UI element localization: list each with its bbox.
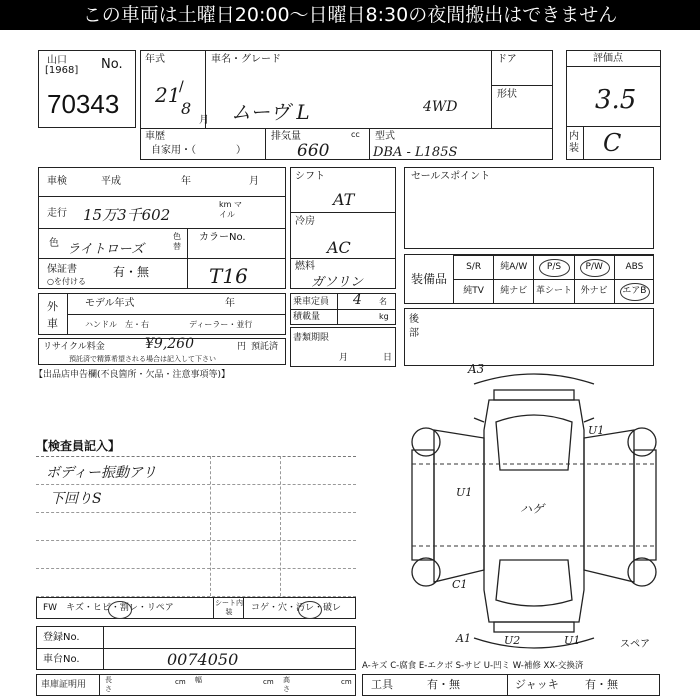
equipment-item: 純TV <box>453 279 493 303</box>
tools-label: 工具 <box>371 678 393 691</box>
sales-point-label: セールスポイント <box>411 171 491 182</box>
inspection-box <box>38 167 286 289</box>
color-alt: 色替 <box>173 232 181 251</box>
cert-cm-2: cm <box>263 678 274 686</box>
foreign-handle: ハンドル 左・右 <box>85 320 149 329</box>
colorno-value: T16 <box>209 264 248 288</box>
score-value: 3.5 <box>595 85 637 115</box>
foreign-dealer: ディーラー・並行 <box>189 320 253 329</box>
chassis-value: 0074050 <box>167 650 239 669</box>
capacity-unit: 名 <box>379 297 387 306</box>
score-label: 評価点 <box>593 53 623 64</box>
recycle-status: 預託済 <box>251 342 279 352</box>
cert-label: 車庫証明用 <box>41 680 87 690</box>
mark-u1-left: U1 <box>456 486 473 499</box>
cooling-label: 冷房 <box>295 216 315 227</box>
history-label: 車歴 <box>145 131 165 142</box>
fuel-value: ガソリン <box>311 275 364 290</box>
document-deadline-box <box>290 327 396 367</box>
equipment-item: ABS <box>614 255 654 279</box>
cert-height: 高さ <box>283 676 290 693</box>
capacity-value: 4 <box>353 292 362 308</box>
model-drive: 4WD <box>423 99 458 115</box>
colorno-label: カラーNo. <box>199 232 246 243</box>
warranty-sub: ○を付ける <box>47 277 86 286</box>
capacity-label: 乗車定員 <box>293 297 330 307</box>
mileage-label: 走行 <box>47 208 67 219</box>
interior-label: 内装 <box>569 131 579 154</box>
warranty-value: 有・無 <box>113 265 150 279</box>
recycle-value: ¥9,260 <box>145 336 194 352</box>
spare-label: スペア <box>620 639 650 650</box>
inspection-era: 平成 <box>101 176 121 187</box>
equipment-item: 純ナビ <box>493 279 533 303</box>
jack-value: 有・無 <box>585 678 618 691</box>
year-label: 年式 <box>145 54 165 65</box>
foreign-year-unit: 年 <box>225 298 235 309</box>
color-label: 色 <box>49 238 59 249</box>
warranty-label: 保証書 <box>47 264 77 275</box>
registration-box <box>36 626 356 670</box>
inspector-label: 【検査員記入】 <box>36 439 121 453</box>
remarks-label: 後部 <box>409 314 419 339</box>
fuel-label: 燃料 <box>295 261 315 272</box>
inspector-note-2: 下回りS <box>50 491 102 507</box>
score-box <box>566 50 661 160</box>
lot-no-label: No. <box>101 57 123 72</box>
door-label: ドア <box>497 54 517 65</box>
registration-label: 登録No. <box>43 632 80 643</box>
lot-pref: 山口 <box>47 55 67 66</box>
history-options: 自家用・（ ） <box>151 145 246 156</box>
year-month: 8 <box>181 99 192 118</box>
lot-number: 70343 <box>47 89 120 119</box>
cert-cm-1: cm <box>175 678 186 686</box>
mark-hage: ハゲ <box>520 502 545 516</box>
mark-u1-right: U1 <box>588 424 605 437</box>
inspection-month: 月 <box>249 176 259 187</box>
capacity-box <box>290 293 396 325</box>
foreign-car-box <box>38 293 286 335</box>
notice-banner: この車両は土曜日20:00～日曜日8:30の夜間搬出はできません <box>0 0 700 30</box>
seat-circle-mark <box>298 601 322 619</box>
color-value: ライトローズ <box>67 242 144 257</box>
foreign-label: 外車 <box>47 300 58 330</box>
inspection-label: 車検 <box>47 176 67 187</box>
cert-width: 幅 <box>195 676 202 684</box>
tools-jack-row <box>362 674 660 696</box>
displacement-label: 排気量 <box>271 131 301 142</box>
equipment-item: P/W <box>574 255 614 279</box>
seller-notes-header: 【出品店申告欄(不良箇所・欠品・注意事項等)】 <box>34 370 231 380</box>
year-month-unit: 月 <box>199 115 209 126</box>
model-label: 車名・グレード <box>211 54 281 65</box>
load-unit: kg <box>379 312 389 321</box>
equipment-circle-mark <box>580 259 610 277</box>
load-label: 積載量 <box>293 312 321 322</box>
lot-number-box <box>38 50 136 128</box>
year-value: 21 <box>155 83 181 107</box>
fw-label: FW キズ・ヒビ・割レ・リペア <box>43 603 174 613</box>
document-deadline-unit: 月 <box>339 353 349 363</box>
lot-code: [1968] <box>45 65 79 76</box>
cert-length: 長さ <box>105 676 112 693</box>
jack-label: ジャッキ <box>515 678 559 691</box>
equipment-circle-mark <box>539 259 569 277</box>
mileage-unit: km マイル <box>219 200 242 219</box>
foreign-model-year: モデル年式 <box>85 298 135 309</box>
document-deadline-day: 日 <box>383 353 393 363</box>
model-value: ムーヴ L <box>231 100 310 124</box>
model-code-label: 型式 <box>375 131 395 142</box>
equipment-circle-mark <box>620 283 650 301</box>
mileage-value: 15万3千602 <box>83 206 171 224</box>
equipment-item: エアB <box>614 279 654 303</box>
garage-cert-row <box>36 674 356 696</box>
chassis-label: 車台No. <box>43 654 80 665</box>
equipment-item: 革シート <box>533 279 573 303</box>
displacement-value: 660 <box>297 141 330 161</box>
inspection-year: 年 <box>181 176 191 187</box>
sales-point-box <box>404 167 654 249</box>
recycle-note: 預託済で精算希望される場合は記入して下さい <box>69 355 216 363</box>
fw-circle-mark <box>108 601 132 619</box>
damage-legend: A-キズ C-腐食 E-エクボ S-サビ U-凹ミ W-補修 XX-交換済 <box>362 661 584 671</box>
seat-label: シート内装 <box>215 599 243 616</box>
recycle-unit: 円 <box>237 342 247 352</box>
vehicle-info-box: 年式 21 / 8 月 車名・グレード ムーヴ L 4WD ドア 形状 車歴 自家用・（ ） 排気量 cc 660 型式 DBA - L185S <box>140 50 553 160</box>
equipment-box <box>404 254 654 304</box>
equipment-item: S/R <box>453 255 493 279</box>
shift-value: AT <box>333 190 355 209</box>
mark-u1-rear: U1 <box>564 634 581 647</box>
recycle-label: リサイクル料金 <box>43 342 105 352</box>
tools-value: 有・無 <box>427 678 460 691</box>
remarks-box <box>404 308 654 366</box>
mark-a1: A1 <box>456 632 471 645</box>
mark-c1: C1 <box>452 578 468 591</box>
equipment-label: 装備品 <box>411 272 448 286</box>
equipment-item: P/S <box>533 255 573 279</box>
document-deadline-label: 書類期限 <box>293 333 330 343</box>
seat-value: コゲ・穴・汚レ・破レ <box>251 603 342 613</box>
model-code-value: DBA - L185S <box>373 145 458 160</box>
equipment-item: 外ナビ <box>574 279 614 303</box>
cert-cm-3: cm <box>341 678 352 686</box>
recycle-box <box>38 338 286 365</box>
inspector-note-1: ボディー振動アリ <box>46 465 157 481</box>
equipment-item: 純A/W <box>493 255 533 279</box>
shift-label: シフト <box>295 171 325 182</box>
displacement-unit: cc <box>351 130 360 139</box>
interior-value: C <box>603 129 622 157</box>
mark-u2: U2 <box>504 634 521 647</box>
mark-a3: A3 <box>468 362 485 376</box>
drivetrain-box <box>290 167 396 289</box>
shape-label: 形状 <box>497 89 517 100</box>
cooling-value: AC <box>327 238 351 257</box>
